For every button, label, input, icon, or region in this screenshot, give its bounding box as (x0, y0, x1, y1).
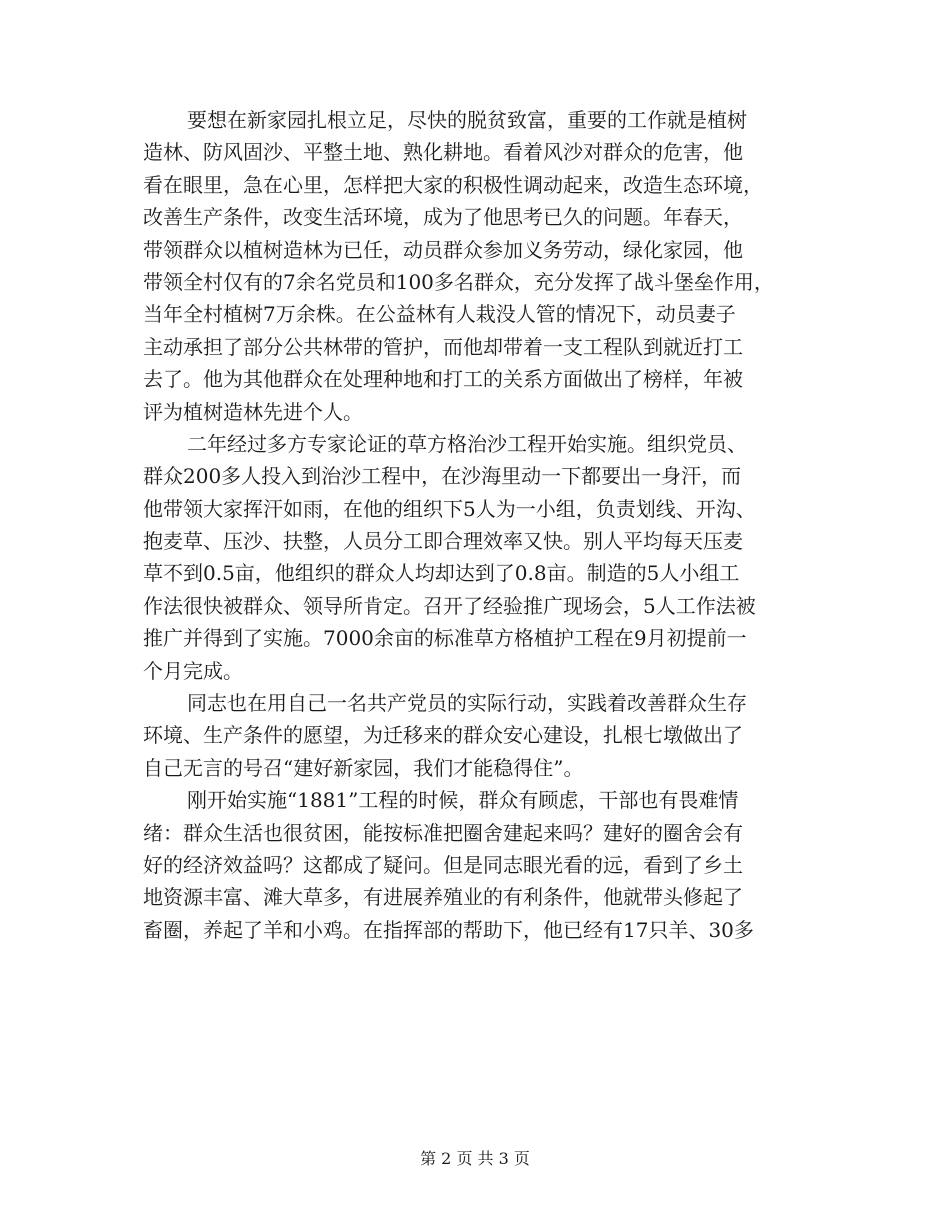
footer-middle: 页 共 (456, 1149, 494, 1168)
text-line: 主动承担了部分公共林带的管护，而他却带着一支工程队到就近打工 (143, 334, 743, 359)
text-line: 当年全村植树7万余株。在公益林有人栽没人管的情况下，动员妻子 (143, 302, 736, 327)
text-line: 带领群众以植树造林为已任，动员群众参加义务劳动，绿化家园，他 (143, 237, 743, 262)
page-footer (0, 1148, 950, 1170)
page-total: 3 (498, 1149, 509, 1168)
text-line: 个月完成。 (143, 658, 243, 683)
text-line: 评为植树造林先进个人。 (143, 399, 363, 424)
text-line: 绪：群众生活也很贫困，能按标准把圈舍建起来吗？建好的圈舍会有 (143, 820, 743, 845)
text-line: 他带领大家挥汗如雨，在他的组织下5人为一小组，负责划线、开沟、 (143, 496, 756, 521)
text-line: 群众200多人投入到治沙工程中，在沙海里动一下都要出一身汗，而 (143, 464, 742, 489)
paragraph (143, 687, 833, 784)
paragraph (143, 428, 833, 687)
text-line: 好的经济效益吗？这都成了疑问。但是同志眼光看的远，看到了乡土 (143, 852, 743, 877)
paragraph (143, 784, 833, 946)
text-line: 畜圈，养起了羊和小鸡。在指挥部的帮助下，他已经有17只羊、30多 (143, 917, 754, 942)
text-line: 造林、防风固沙、平整土地、熟化耕地。看着风沙对群众的危害，他 (143, 140, 743, 165)
document-body (143, 104, 833, 946)
text-line: 作法很快被群众、领导所肯定。召开了经验推广现场会，5人工作法被 (143, 593, 756, 618)
text-line: 草不到0.5亩，他组织的群众人均却达到了0.8亩。制造的5人小组工 (143, 561, 740, 586)
text-line: 改善生产条件，改变生活环境，成为了他思考已久的问题。年春天， (143, 205, 743, 230)
text-line: 要想在新家园扎根立足，尽快的脱贫致富，重要的工作就是植树 (187, 108, 747, 132)
text-line: 二年经过多方专家论证的草方格治沙工程开始实施。组织党员、 (187, 431, 747, 456)
page-number: 2 (441, 1149, 452, 1168)
text-line: 自己无言的号召“建好新家园，我们才能稳得住”。 (143, 755, 584, 780)
text-line: 抱麦草、压沙、扶整，人员分工即合理效率又快。别人平均每天压麦 (143, 529, 743, 554)
text-line: 地资源丰富、滩大草多，有进展养殖业的有利条件，他就带头修起了 (143, 885, 743, 910)
paragraph (143, 104, 833, 428)
footer-suffix: 页 (513, 1149, 530, 1168)
text-line: 同志也在用自己一名共产党员的实际行动，实践着改善群众生存 (187, 691, 747, 716)
text-line: 带领全村仅有的7余名党员和100多名群众，充分发挥了战斗堡垒作用， (143, 269, 774, 294)
text-line: 去了。他为其他群众在处理种地和打工的关系方面做出了榜样，年被 (143, 367, 743, 392)
text-line: 看在眼里，急在心里，怎样把大家的积极性调动起来，改造生态环境， (143, 172, 763, 197)
text-line: 环境、生产条件的愿望，为迁移来的群众安心建设，扎根七墩做出了 (143, 723, 743, 748)
text-line: 推广并得到了实施。7000余亩的标准草方格植护工程在9月初提前一 (143, 626, 747, 651)
footer-prefix: 第 (420, 1149, 437, 1168)
text-line: 刚开始实施“1881”工程的时候，群众有顾虑，干部也有畏难情 (187, 788, 739, 813)
